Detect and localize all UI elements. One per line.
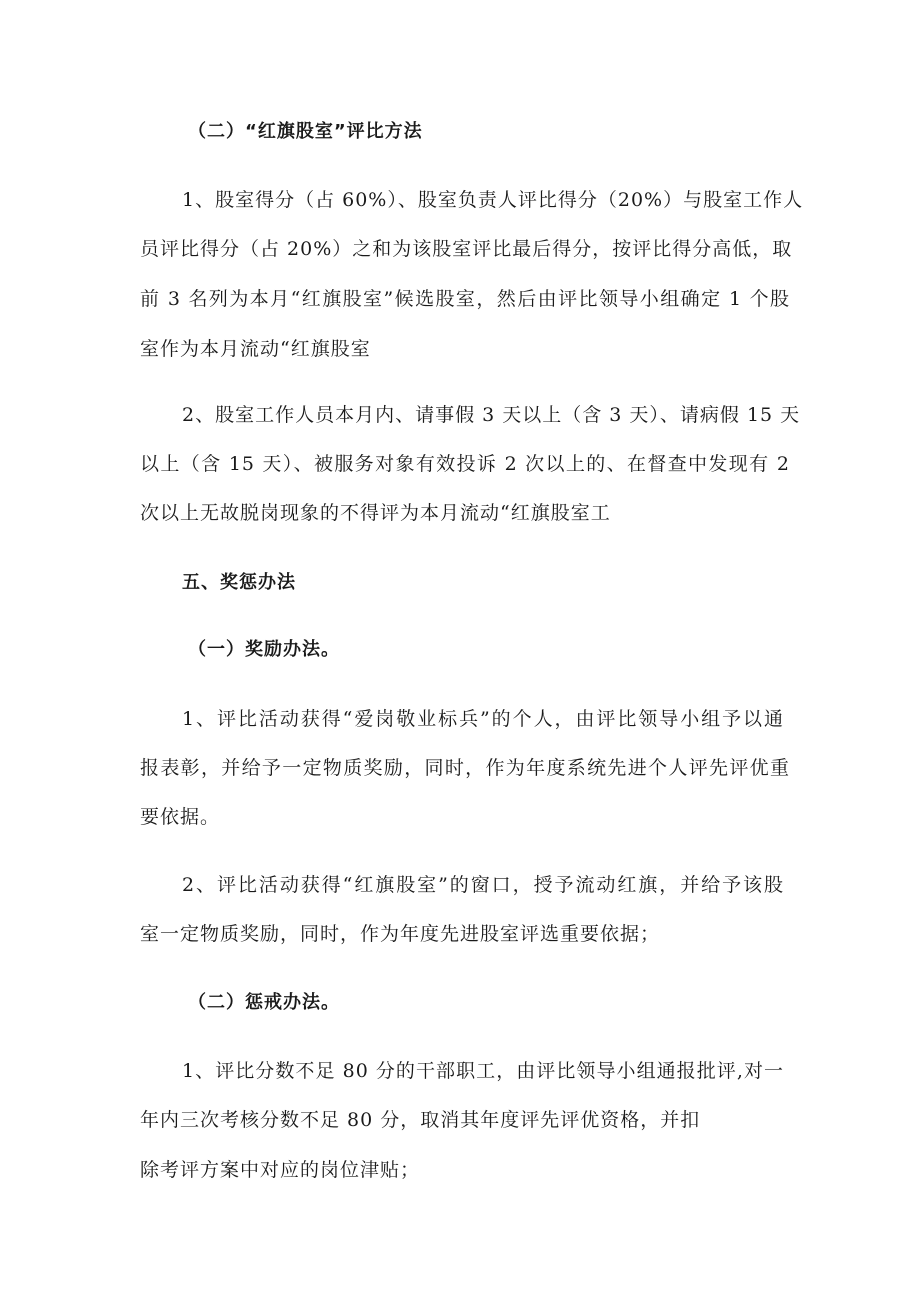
paragraph-line: 室作为本月流动“红旗股室 <box>140 338 371 360</box>
paragraph-line: 1、评比分数不足 80 分的干部职工，由评比领导小组通报批评,对一 <box>182 1060 784 1082</box>
paragraph-line: 室一定物质奖励，同时，作为年度先进股室评选重要依据； <box>140 923 661 945</box>
paragraph-line: 前 3 名列为本月“红旗股室”候选股室，然后由评比领导小组确定 1 个股 <box>140 288 790 310</box>
paragraph-line: 1、评比活动获得“爱岗敬业标兵”的个人，由评比领导小组予以通 <box>182 708 784 730</box>
heading-section-5: 五、奖惩办法 <box>182 572 296 593</box>
paragraph-line: 员评比得分（占 20%）之和为该股室评比最后得分，按评比得分高低，取 <box>140 238 793 260</box>
paragraph-line: 报表彰，并给予一定物质奖励，同时，作为年度系统先进个人评先评优重 <box>140 757 790 779</box>
paragraph-line: 次以上无故脱岗现象的不得评为本月流动“红旗股室工 <box>140 502 611 524</box>
paragraph-line: 2、评比活动获得“红旗股室”的窗口，授予流动红旗，并给予该股 <box>182 874 784 896</box>
paragraph-line: 2、股室工作人员本月内、请事假 3 天以上（含 3 天）、请病假 15 天 <box>182 404 801 426</box>
paragraph-line: 要依据。 <box>140 806 221 828</box>
paragraph-line: 年内三次考核分数不足 80 分，取消其年度评先评优资格，并扣 <box>140 1109 701 1131</box>
paragraph-line: 1、股室得分（占 60%）、股室负责人评比得分（20%）与股室工作人 <box>182 189 804 211</box>
heading-reward: （一）奖励办法。 <box>188 639 340 660</box>
paragraph-line: 以上（含 15 天）、被服务对象有效投诉 2 次以上的、在督查中发现有 2 <box>140 453 790 475</box>
heading-penalty: （二）惩戒办法。 <box>188 992 340 1013</box>
paragraph-line: 除考评方案中对应的岗位津贴； <box>140 1159 421 1181</box>
heading-rating-method: （二）“红旗股室”评比方法 <box>188 121 423 142</box>
